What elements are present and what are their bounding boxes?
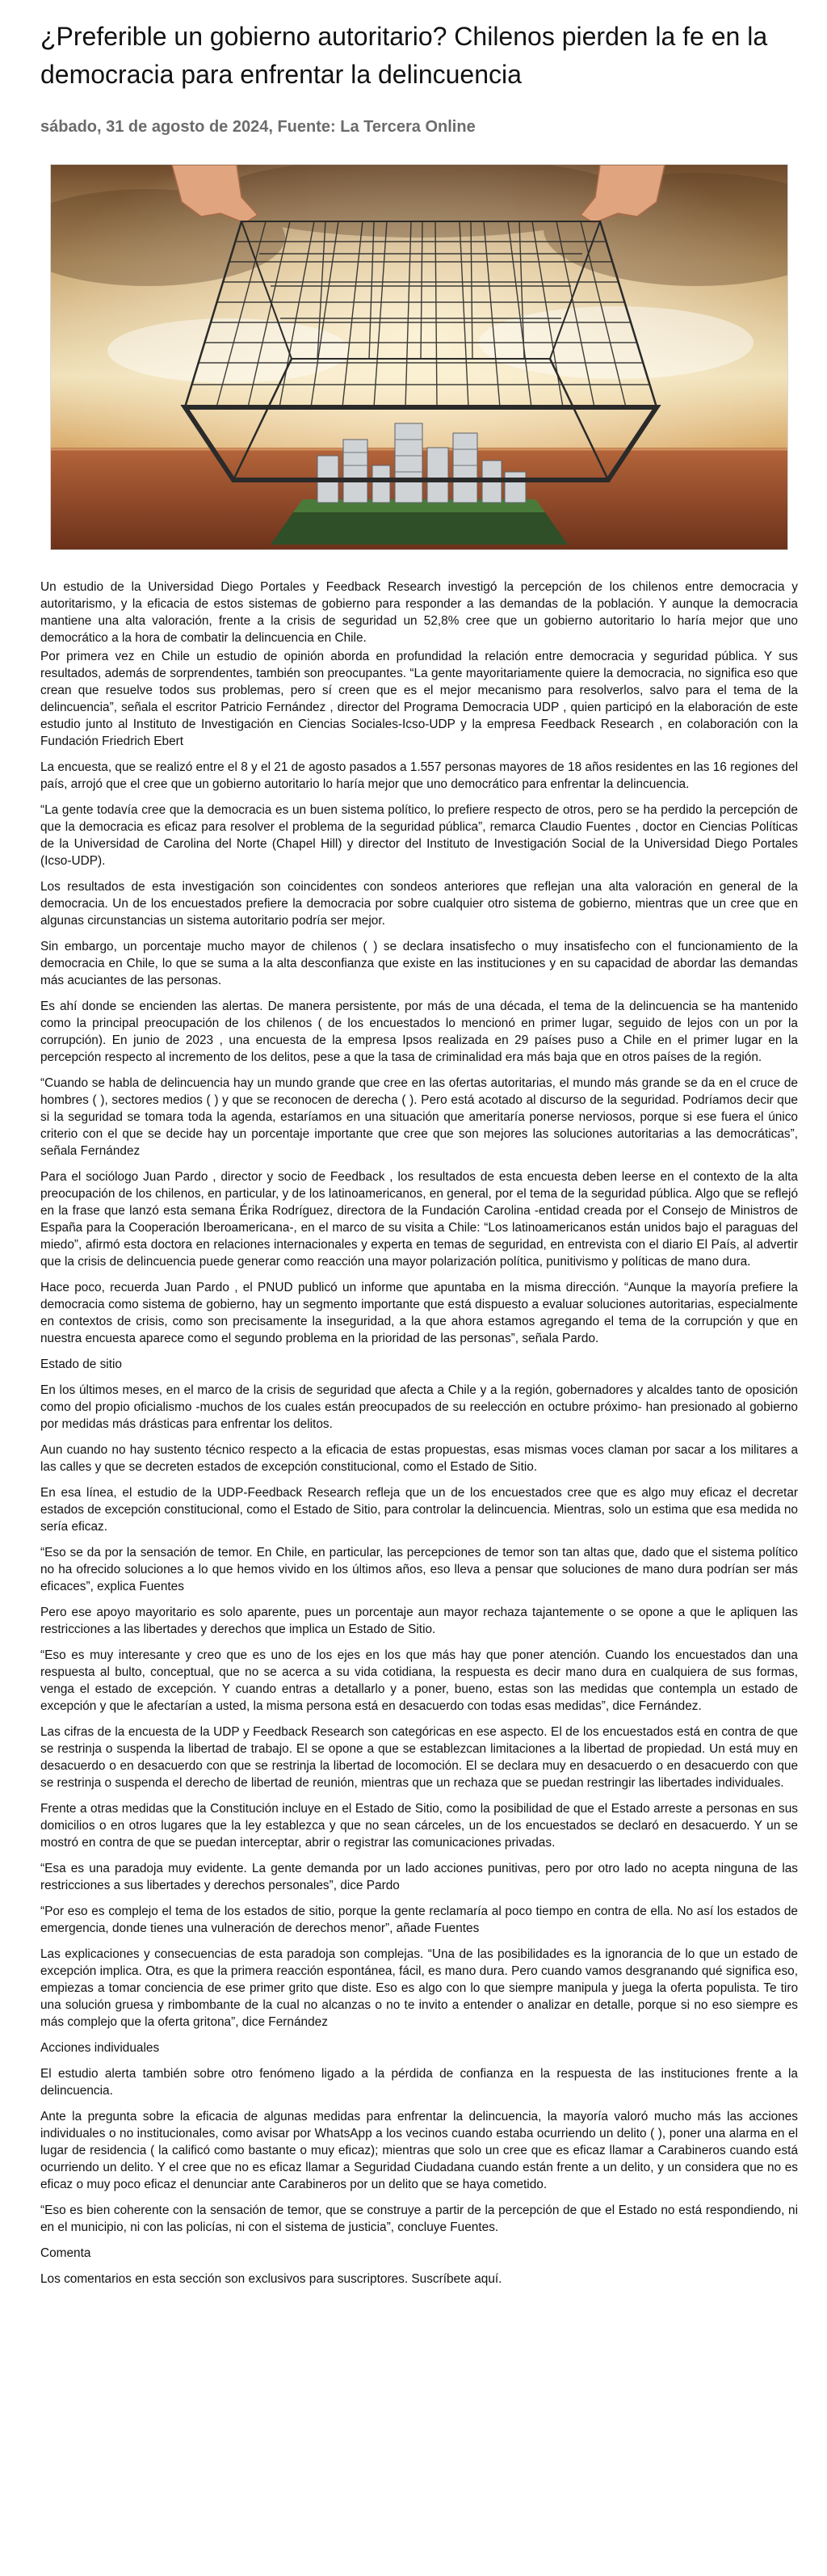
paragraph: En los últimos meses, en el marco de la crisis de seguridad que afecta a Chile y a la región, gobernadores y alcaldes tanto de oposición como del propio oficialismo -muchos de los cuales están preocupados de su reelección en octubre próximo- han presionado al gobierno por medidas más drásticas para enfrentar los delitos. <box>40 1383 798 1431</box>
city-in-cage-illustration <box>51 165 787 549</box>
comments-subscriber-note[interactable]: Los comentarios en esta sección son exclusivos para suscriptores. Suscríbete aquí. <box>40 2272 502 2286</box>
paragraph: Pero ese apoyo mayoritario es solo aparente, pues un porcentaje aun mayor rechaza tajantemente o se opone a que le apliquen las restricciones a las libertades y derechos que implica un Estado de Sitio. <box>40 1606 798 1636</box>
article-body <box>40 579 798 2288</box>
paragraph: Ante la pregunta sobre la eficacia de algunas medidas para enfrentar la delincuencia, la mayoría valoró mucho más las acciones individuales o no institucionales, como avisar por WhatsApp a los vecinos cuando estaba ocurriendo un delito ( ), poner una alarma en el lugar de residencia ( la calificó como bastante o muy eficaz); mientras que solo un cree que es eficaz llamar a Carabineros cuando está ocurriendo un delito. Y el cree que no es eficaz llamar a Seguridad Ciudadana cuando están frente a un delito, y un considera que no es eficaz o muy poco eficaz el denunciar ante Carabineros por un delito que se haya cometido. <box>40 2110 798 2191</box>
paragraph: Aun cuando no hay sustento técnico respecto a la eficacia de estas propuestas, esas mismas voces claman por sacar a los militares a las calles y que se decreten estados de excepción constitucional, como el Estado de Sitio. <box>40 1443 798 1474</box>
paragraph: Para el sociólogo Juan Pardo , director y socio de Feedback , los resultados de esta encuesta deben leerse en el contexto de la alta preocupación de los chilenos, en particular, y de los latinoamericanos, en general, por el tema de la seguridad pública. Algo que se reflejó en la frase que lanzó esta semana Érika Rodríguez, directora de la Fundación Carolina -entidad creada por el Consejo de Ministros de España para la Cooperación Iberoamericana-, en el marco de su visita a Chile: “Los latinoamericanos están unidos bajo el paraguas del miedo”, afirmó esta doctora en relaciones internacionales y experta en temas de seguridad, en entrevista con el diario El País, al advertir que la crisis de delincuencia puede generar como reacción una mayor polarización política, punitivismo y políticas de mano dura. <box>40 1170 798 1269</box>
paragraph: “Eso es muy interesante y creo que es uno de los ejes en los que más hay que poner atención. Cuando los encuestados dan una respuesta al bulto, conceptual, que no se acerca a su vida cotidiana, la respuesta es decir mano dura en cualquiera de sus formas, venga el estado de excepción. Y cuando entras a detallarlo y a poner, bueno, estas son las medidas que contempla un estado de excepción y que le afectarían a usted, la misma persona está en desacuerdo con todas esas medidas”, dice Fernández. <box>40 1648 798 1713</box>
paragraph: “Cuando se habla de delincuencia hay un mundo grande que cree en las ofertas autoritarias, el mundo más grande se da en el cruce de hombres ( ), sectores medios ( ) y que se reconocen de derecha ( ). Pero está acotado al discurso de la seguridad. Podríamos decir que si la seguridad se tomara toda la agenda, estaríamos en una situación que ameritaría ponerse nerviosos, porque si ese fuera el único criterio con el que se decide hay un porcentaje importante que cree que son mejores las soluciones autoritarias a las democráticas”, señala Fernández <box>40 1076 798 1158</box>
paragraph: Los resultados de esta investigación son coincidentes con sondeos anteriores que reflejan una alta valoración en general de la democracia. Un de los encuestados prefiere la democracia por sobre cualquier otro sistema de gobierno, mientras que un cree que en algunas circunstancias un sistema autoritario podría ser mejor. <box>40 880 798 928</box>
paragraph: Sin embargo, un porcentaje mucho mayor de chilenos ( ) se declara insatisfecho o muy insatisfecho con el funcionamiento de la democracia en Chile, lo que se suma a la alta desconfianza que existe en las instituciones y en su capacidad de abordar las demandas más acuciantes de las personas. <box>40 940 798 987</box>
paragraph: “Eso se da por la sensación de temor. En Chile, en particular, las percepciones de temor son tan altas que, dado que el sistema político no ha ofrecido soluciones a lo que hemos vivido en los últimos años, eso lleva a pensar que soluciones de mano dura podrían ser más eficaces”, explica Fuentes <box>40 1546 798 1593</box>
paragraph: Hace poco, recuerda Juan Pardo , el PNUD publicó un informe que apuntaba en la misma dirección. “Aunque la mayoría prefiere la democracia como sistema de gobierno, hay un segmento importante que está dispuesto a evaluar soluciones autoritarias, especialmente en contextos de crisis, como son precisamente la inseguridad, a la que ahora estamos agregando el tema de la corrupción y que en nuestra encuesta aparece como el segundo problema en la prioridad de las personas”, señala Pardo. <box>40 1281 798 1345</box>
paragraph: “Por eso es complejo el tema de los estados de sitio, porque la gente reclamaría al poco tiempo en contra de ella. No así los estados de emergencia, donde tienes una vulneración de derechos menor”, añade Fuentes <box>40 1905 798 1935</box>
paragraph: La encuesta, que se realizó entre el 8 y el 21 de agosto pasados a 1.557 personas mayores de 18 años residentes en las 16 regiones del país, arrojó que el cree que un gobierno autoritario lo haría mejor que uno democrático para enfrentar la delincuencia. <box>40 760 798 791</box>
article-date-source: sábado, 31 de agosto de 2024, Fuente: La Tercera Online <box>40 118 476 136</box>
paragraph: Las cifras de la encuesta de la UDP y Feedback Research son categóricas en ese aspecto. El de los encuestados está en contra de que se restrinja o suspenda la libertad de trabajo. El se opone a que se establezcan limitaciones a la libertad de propiedad. Un está muy en desacuerdo o en desacuerdo con que se restrinja la libertad de locomoción. El se declara muy en desacuerdo o en desacuerdo con que se restrinja o suspenda el derecho de libertad de reunión, mientras que un rechaza que se puedan restringir las libertades individuales. <box>40 1725 798 1790</box>
paragraph: “La gente todavía cree que la democracia es un buen sistema político, lo prefiere respecto de otros, pero se ha perdido la percepción de que la democracia es eficaz para resolver el problema de la seguridad pública”, remarca Claudio Fuentes , doctor en Ciencias Políticas de la Universidad de Carolina del Norte (Chapel Hill) y director del Instituto de Investigación Social de la Universidad Diego Portales (Icso-UDP). <box>40 803 798 868</box>
paragraph: En esa línea, el estudio de la UDP-Feedback Research refleja que un de los encuestados cree que es algo muy eficaz el decretar estados de excepción constitucional, como el Estado de Sitio, para controlar la delincuencia. Mientras, solo un estima que esa medida no sería eficaz. <box>40 1486 798 1534</box>
section-heading-estado-de-sitio: Estado de sitio <box>40 1357 122 1371</box>
paragraph: Por primera vez en Chile un estudio de opinión aborda en profundidad la relación entre democracia y seguridad pública. Y sus resultados, además de sorprendentes, también son preocupantes. “La gente mayoritariamente quiere la democracia, no significa eso que crean que resuelve todos sus problemas, pero sí creen que es el mejor mecanismo para resolverlos, salvo para el tema de la delincuencia”, señala el escritor Patricio Fernández , director del Programa Democracia UDP , quien participó en la elaboración de este estudio junto al Instituto de Investigación en Ciencias Sociales-Icso-UDP y la empresa Feedback Research , en colaboración con la Fundación Friedrich Ebert <box>40 650 798 748</box>
comments-heading: Comenta <box>40 2246 91 2260</box>
paragraph: Un estudio de la Universidad Diego Portales y Feedback Research investigó la percepción de los chilenos entre democracia y autoritarismo, y la eficacia de estos sistemas de gobierno para responder a las demandas de la población. Y aunque la democracia mantiene una alta valoración, frente a la crisis de seguridad un 52,8% cree que un gobierno autoritario lo haría mejor que uno democrático a la hora de combatir la delincuencia en Chile. <box>40 580 798 645</box>
paragraph: Frente a otras medidas que la Constitución incluye en el Estado de Sitio, como la posibilidad de que el Estado arreste a personas en sus domicilios o en otros lugares que la ley establezca y que no sean cárceles, un de los encuestados se declaró en desacuerdo. Y un se mostró en contra de que se puedan interceptar, abrir o registrar las comunicaciones privadas. <box>40 1802 798 1850</box>
hero-image <box>50 164 788 550</box>
paragraph: “Eso es bien coherente con la sensación de temor, que se construye a partir de la percepción de que el Estado no está respondiendo, ni en el municipio, ni con las policías, ni con el sistema de justicia”, concluye Fuentes. <box>40 2203 798 2234</box>
section-heading-acciones-individuales: Acciones individuales <box>40 2041 160 2055</box>
article-title: ¿Preferible un gobierno autoritario? Chilenos pierden la fe en la democracia para enfrentar la delincuencia <box>40 22 768 89</box>
paragraph: Es ahí donde se encienden las alertas. De manera persistente, por más de una década, el tema de la delincuencia se ha mantenido como la principal preocupación de los chilenos ( de los encuestados lo mencionó en primer lugar, seguido de lejos con un por la corrupción). En junio de 2023 , una encuesta de la empresa Ipsos realizada en 29 países puso a Chile en el primer lugar en la percepción respecto al incremento de los delitos, pese a que la tasa de criminalidad era más baja que en otros países de la región. <box>40 1000 798 1064</box>
paragraph: Las explicaciones y consecuencias de esta paradoja son complejas. “Una de las posibilidades es la ignorancia de lo que un estado de excepción implica. Otra, es que la primera reacción espontánea, fácil, es mano dura. Pero cuando vamos desgranando qué significa eso, empiezas a tomar conciencia de ese primer grito que diste. Eso es algo con lo que siempre manipula y juega la oferta populista. Te tiro una solución gruesa y rimbombante de la cual no alcanzas o no te invito a entender o analizar en detalle, porque si no eso siempre es más complejo que la oferta gritona”, dice Fernández <box>40 1947 798 2029</box>
paragraph: El estudio alerta también sobre otro fenómeno ligado a la pérdida de confianza en la respuesta de las instituciones frente a la delincuencia. <box>40 2067 798 2098</box>
paragraph: “Esa es una paradoja muy evidente. La gente demanda por un lado acciones punitivas, pero por otro lado no acepta ninguna de las restricciones a sus libertades y derechos personales”, dice Pardo <box>40 1862 798 1892</box>
